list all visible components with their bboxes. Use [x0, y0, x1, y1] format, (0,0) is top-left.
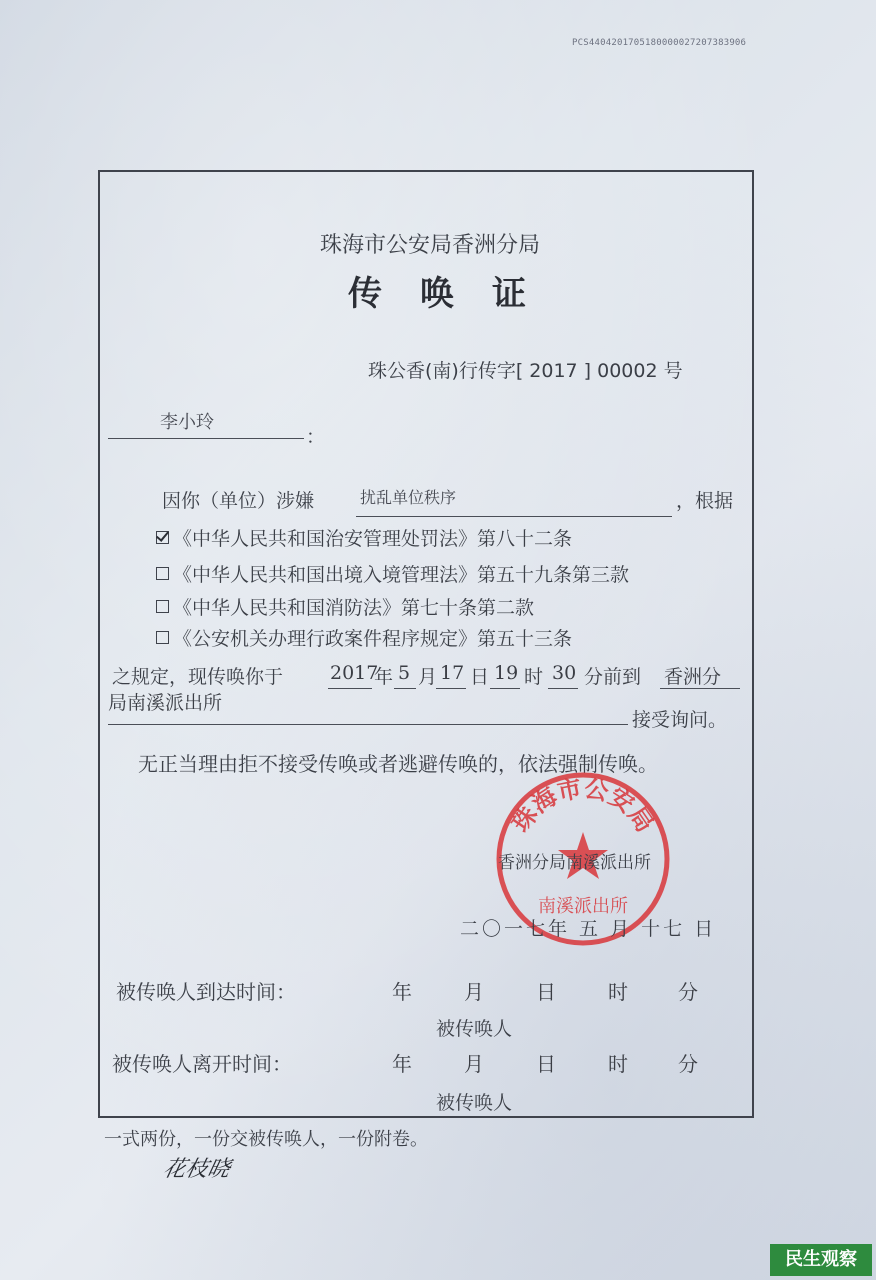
- law-item-3: 《中华人民共和国消防法》第七十条第二款: [156, 593, 534, 620]
- checkbox-empty-icon: [156, 631, 169, 644]
- summon-month: 5: [398, 662, 411, 684]
- issue-date: 二〇一七年 五 月 十七 日: [460, 918, 717, 940]
- place-line-1: 香洲分: [664, 666, 722, 688]
- arrival-hour-unit: 时: [608, 980, 628, 1004]
- departure-day-unit: 日: [536, 1052, 556, 1076]
- reason-suffix: ，根据: [676, 490, 734, 512]
- serial-number: PCS4404201705180000027207383906: [572, 38, 747, 48]
- reason-underline: [356, 516, 672, 517]
- summoned-person-name: 李小玲: [160, 412, 214, 433]
- reason-prefix: 因你（单位）涉嫌: [162, 490, 315, 512]
- summon-year: 2017: [330, 662, 379, 684]
- minute-unit: 分前到: [584, 666, 642, 688]
- document-number: 珠公香(南)行传字[ 2017 ] 00002 号: [368, 360, 683, 382]
- place-underline-1: [660, 688, 740, 689]
- svg-text:珠海市公安局: [507, 774, 659, 837]
- checkbox-empty-icon: [156, 600, 169, 613]
- stamp-bottom-text: 南溪派出所: [538, 896, 628, 917]
- rule-prefix: 之规定，现传唤你于: [112, 666, 284, 688]
- stamp-arc-text: 珠海市公安局: [506, 774, 660, 838]
- summon-day: 17: [440, 662, 465, 684]
- departure-hour-unit: 时: [608, 1052, 628, 1076]
- hour-underline: [490, 688, 520, 689]
- departure-minute-unit: 分: [678, 1052, 698, 1076]
- summon-minute: 30: [552, 662, 577, 684]
- signer-label-arrival: 被传唤人: [436, 1018, 513, 1040]
- day-underline: [436, 688, 466, 689]
- place-line-2: 局南溪派出所: [108, 692, 223, 714]
- law-item-4: 《公安机关办理行政案件程序规定》第五十三条: [156, 624, 572, 651]
- departure-year-unit: 年: [392, 1052, 412, 1076]
- signer-label-departure: 被传唤人: [436, 1092, 513, 1114]
- departure-time-label: 被传唤人离开时间：: [112, 1052, 292, 1076]
- arrival-minute-unit: 分: [678, 980, 698, 1004]
- minute-underline: [548, 688, 578, 689]
- arrival-month-unit: 月: [464, 980, 484, 1004]
- issuing-unit: 香洲分局南溪派出所: [498, 853, 651, 873]
- arrival-day-unit: 日: [536, 980, 556, 1004]
- day-unit: 日: [470, 666, 490, 688]
- hour-unit: 时: [524, 666, 544, 688]
- reason-value: 扰乱单位秩序: [360, 488, 457, 507]
- law-item-1: 《中华人民共和国治安管理处罚法》第八十二条: [156, 524, 572, 551]
- copies-note: 一式两份，一份交被传唤人，一份附卷。: [104, 1129, 428, 1150]
- handwritten-signature: 花枝晓: [160, 1157, 233, 1182]
- name-colon: ：: [306, 426, 326, 448]
- summon-hour: 19: [494, 662, 519, 684]
- law-item-2: 《中华人民共和国出境入境管理法》第五十九条第三款: [156, 560, 629, 587]
- year-unit: 年: [374, 666, 394, 688]
- warning-text: 无正当理由拒不接受传唤或者逃避传唤的，依法强制传唤。: [138, 752, 658, 776]
- name-underline: [108, 438, 304, 439]
- place-underline-2: [108, 724, 628, 725]
- watermark-badge: 民生观察: [770, 1244, 872, 1276]
- issuer-title: 珠海市公安局香洲分局: [320, 233, 541, 258]
- arrival-year-unit: 年: [392, 980, 412, 1004]
- year-underline: [328, 688, 372, 689]
- accept-text: 接受询问。: [632, 709, 728, 731]
- document-title: 传唤证: [348, 274, 564, 314]
- month-unit: 月: [418, 666, 438, 688]
- departure-month-unit: 月: [464, 1052, 484, 1076]
- checkbox-checked-icon: [156, 531, 169, 544]
- arrival-time-label: 被传唤人到达时间：: [116, 980, 296, 1004]
- month-underline: [394, 688, 416, 689]
- checkbox-empty-icon: [156, 567, 169, 580]
